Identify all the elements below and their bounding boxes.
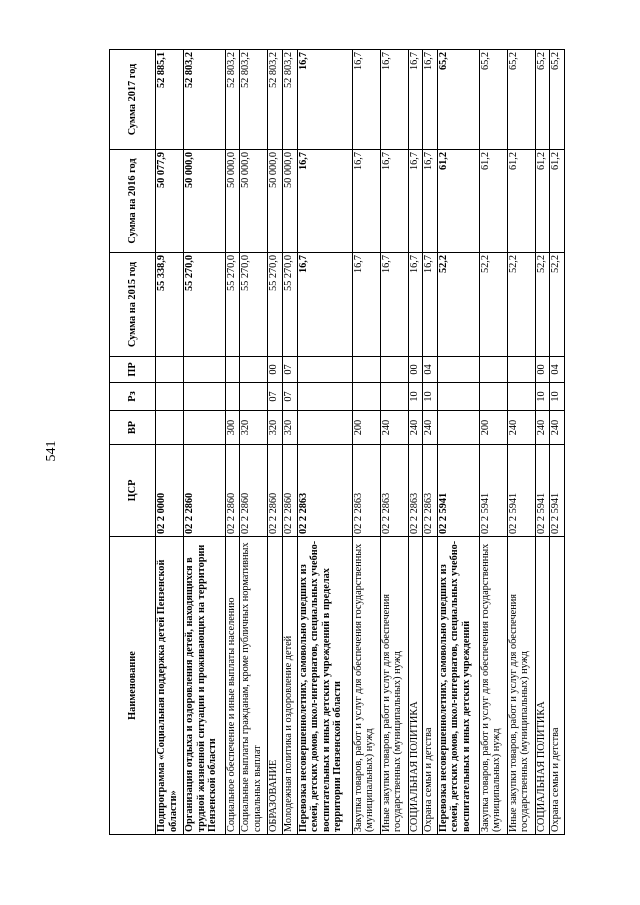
cell-pr: 07 <box>282 357 297 383</box>
cell-csr: 02 2 2863 <box>408 445 423 537</box>
cell-name: Закупка товаров, работ и услуг для обеспечения государственных (муниципальных) нужд <box>479 537 507 835</box>
cell-vr <box>297 411 352 445</box>
cell-csr: 02 2 5941 <box>550 445 565 537</box>
cell-vr: 240 <box>535 411 550 445</box>
cell-2017: 52 803,2 <box>225 50 240 150</box>
cell-csr: 02 2 2863 <box>352 445 380 537</box>
cell-vr: 240 <box>423 411 438 445</box>
cell-2017: 65,2 <box>437 50 479 150</box>
table-row <box>423 50 438 835</box>
table-row <box>408 50 423 835</box>
cell-rz: 10 <box>535 383 550 411</box>
cell-pr: 00 <box>268 357 283 383</box>
cell-2016: 50 000,0 <box>282 150 297 253</box>
table-row <box>479 50 507 835</box>
header-csr: ЦСР <box>110 445 156 537</box>
cell-2016: 50 000,0 <box>240 150 268 253</box>
cell-2015: 52,2 <box>437 253 479 357</box>
cell-csr: 02 2 5941 <box>437 445 479 537</box>
budget-table <box>109 49 565 835</box>
table-row <box>184 50 226 835</box>
cell-csr: 02 2 5941 <box>479 445 507 537</box>
cell-rz <box>437 383 479 411</box>
cell-rz <box>507 383 535 411</box>
cell-rz <box>297 383 352 411</box>
cell-rz <box>225 383 240 411</box>
cell-2017: 65,2 <box>550 50 565 150</box>
table-row <box>225 50 240 835</box>
cell-csr: 02 2 5941 <box>535 445 550 537</box>
cell-name: ОБРАЗОВАНИЕ <box>268 537 283 835</box>
cell-csr: 02 2 2860 <box>225 445 240 537</box>
table-row <box>437 50 479 835</box>
cell-name: Иные закупки товаров, работ и услуг для обеспечения государственных (муниципальных) нужд <box>507 537 535 835</box>
cell-rz: 10 <box>408 383 423 411</box>
cell-rz <box>352 383 380 411</box>
cell-csr: 02 2 2863 <box>297 445 352 537</box>
cell-2017: 52 803,2 <box>282 50 297 150</box>
cell-2015: 52,2 <box>535 253 550 357</box>
cell-2016: 50 000,0 <box>268 150 283 253</box>
cell-csr: 02 2 2863 <box>423 445 438 537</box>
cell-name: Молодежная политика и оздоровление детей <box>282 537 297 835</box>
table-row <box>535 50 550 835</box>
cell-2015: 52,2 <box>550 253 565 357</box>
cell-2015: 52,2 <box>507 253 535 357</box>
cell-2016: 61,2 <box>437 150 479 253</box>
header-2017: Сумма 2017 год <box>110 50 156 150</box>
cell-name: СОЦИАЛЬНАЯ ПОЛИТИКА <box>408 537 423 835</box>
table-row <box>297 50 352 835</box>
table-row <box>282 50 297 835</box>
cell-pr <box>156 357 184 383</box>
cell-pr <box>479 357 507 383</box>
cell-csr: 02 2 0000 <box>156 445 184 537</box>
cell-name: Подпрограмма «Социальная поддержка детей Пензенской области» <box>156 537 184 835</box>
table-row <box>507 50 535 835</box>
cell-name: Охрана семьи и детства <box>423 537 438 835</box>
cell-2016: 61,2 <box>507 150 535 253</box>
cell-rz: 10 <box>423 383 438 411</box>
cell-pr <box>352 357 380 383</box>
cell-pr <box>240 357 268 383</box>
cell-pr <box>507 357 535 383</box>
cell-2017: 52 885,1 <box>156 50 184 150</box>
cell-csr: 02 2 2860 <box>240 445 268 537</box>
cell-rz: 07 <box>268 383 283 411</box>
cell-vr: 200 <box>479 411 507 445</box>
cell-2015: 55 270,0 <box>268 253 283 357</box>
cell-2016: 50 077,9 <box>156 150 184 253</box>
cell-name: СОЦИАЛЬНАЯ ПОЛИТИКА <box>535 537 550 835</box>
table-row <box>156 50 184 835</box>
header-2015: Сумма на 2015 год <box>110 253 156 357</box>
header-rz: Рз <box>110 383 156 411</box>
cell-2015: 16,7 <box>423 253 438 357</box>
table-row <box>380 50 408 835</box>
cell-rz <box>156 383 184 411</box>
cell-name: Иные закупки товаров, работ и услуг для обеспечения государственных (муниципальных) нужд <box>380 537 408 835</box>
cell-2015: 55 270,0 <box>184 253 226 357</box>
cell-2016: 61,2 <box>535 150 550 253</box>
cell-name: Перевозка несовершеннолетних, самовольно ушедших из семей, детских домов, школ-интернатов, специальных учебно-воспитательных и иных детских учреждений в пределах территории Пензенской области <box>297 537 352 835</box>
cell-rz <box>380 383 408 411</box>
table-body <box>156 50 565 835</box>
cell-name: Социальное обеспечение и иные выплаты населению <box>225 537 240 835</box>
header-2016: Сумма на 2016 год <box>110 150 156 253</box>
cell-2015: 16,7 <box>380 253 408 357</box>
cell-2017: 16,7 <box>423 50 438 150</box>
cell-pr: 04 <box>550 357 565 383</box>
cell-rz <box>240 383 268 411</box>
cell-rz: 10 <box>550 383 565 411</box>
header-name: Наименование <box>110 537 156 835</box>
cell-pr <box>297 357 352 383</box>
cell-2016: 50 000,0 <box>184 150 226 253</box>
cell-vr: 320 <box>268 411 283 445</box>
cell-csr: 02 2 2860 <box>268 445 283 537</box>
cell-2017: 52 803,2 <box>240 50 268 150</box>
cell-2017: 16,7 <box>352 50 380 150</box>
cell-vr: 200 <box>352 411 380 445</box>
cell-2017: 52 803,2 <box>184 50 226 150</box>
cell-2016: 16,7 <box>380 150 408 253</box>
cell-pr <box>184 357 226 383</box>
cell-2015: 55 270,0 <box>240 253 268 357</box>
cell-2016: 61,2 <box>550 150 565 253</box>
cell-2015: 16,7 <box>408 253 423 357</box>
cell-name: Социальные выплаты гражданам, кроме публичных нормативных социальных выплат <box>240 537 268 835</box>
table-row <box>240 50 268 835</box>
cell-csr: 02 2 2860 <box>282 445 297 537</box>
cell-2015: 55 270,0 <box>225 253 240 357</box>
cell-2016: 16,7 <box>408 150 423 253</box>
cell-2017: 16,7 <box>380 50 408 150</box>
cell-2015: 16,7 <box>352 253 380 357</box>
cell-vr <box>437 411 479 445</box>
cell-2016: 16,7 <box>297 150 352 253</box>
cell-2017: 65,2 <box>507 50 535 150</box>
cell-2015: 55 270,0 <box>282 253 297 357</box>
header-pr: ПР <box>110 357 156 383</box>
cell-2017: 16,7 <box>408 50 423 150</box>
cell-csr: 02 2 5941 <box>507 445 535 537</box>
cell-2016: 16,7 <box>352 150 380 253</box>
table-row <box>352 50 380 835</box>
cell-vr: 240 <box>550 411 565 445</box>
table-row <box>550 50 565 835</box>
cell-name: Охрана семьи и детства <box>550 537 565 835</box>
cell-vr: 320 <box>282 411 297 445</box>
cell-pr <box>225 357 240 383</box>
cell-2017: 65,2 <box>479 50 507 150</box>
cell-2017: 16,7 <box>297 50 352 150</box>
page-number: 541 <box>44 440 59 462</box>
cell-vr <box>156 411 184 445</box>
cell-vr: 300 <box>225 411 240 445</box>
cell-2016: 50 000,0 <box>225 150 240 253</box>
cell-vr: 320 <box>240 411 268 445</box>
cell-2017: 65,2 <box>535 50 550 150</box>
cell-pr <box>437 357 479 383</box>
cell-csr: 02 2 2860 <box>184 445 226 537</box>
cell-2016: 61,2 <box>479 150 507 253</box>
cell-name: Перевозка несовершеннолетних, самовольно ушедших из семей, детских домов, школ-интернатов, специальных учебно-воспитательных и иных детских учреждений <box>437 537 479 835</box>
cell-pr: 00 <box>408 357 423 383</box>
cell-pr: 00 <box>535 357 550 383</box>
budget-table-wrapper <box>109 50 565 835</box>
cell-vr <box>184 411 226 445</box>
cell-pr: 04 <box>423 357 438 383</box>
header-row <box>110 50 156 835</box>
cell-csr: 02 2 2863 <box>380 445 408 537</box>
cell-name: Закупка товаров, работ и услуг для обеспечения государственных (муниципальных) нужд <box>352 537 380 835</box>
cell-2016: 16,7 <box>423 150 438 253</box>
cell-vr: 240 <box>380 411 408 445</box>
cell-2017: 52 803,2 <box>268 50 283 150</box>
cell-rz <box>184 383 226 411</box>
header-vr: ВР <box>110 411 156 445</box>
cell-2015: 16,7 <box>297 253 352 357</box>
cell-2015: 55 338,9 <box>156 253 184 357</box>
cell-rz <box>479 383 507 411</box>
cell-vr: 240 <box>408 411 423 445</box>
cell-name: Организация отдыха и оздоровления детей, находящихся в трудной жизненной ситуации и проживающих на территории Пензенской области <box>184 537 226 835</box>
cell-pr <box>380 357 408 383</box>
table-row <box>268 50 283 835</box>
cell-vr: 240 <box>507 411 535 445</box>
cell-rz: 07 <box>282 383 297 411</box>
cell-2015: 52,2 <box>479 253 507 357</box>
